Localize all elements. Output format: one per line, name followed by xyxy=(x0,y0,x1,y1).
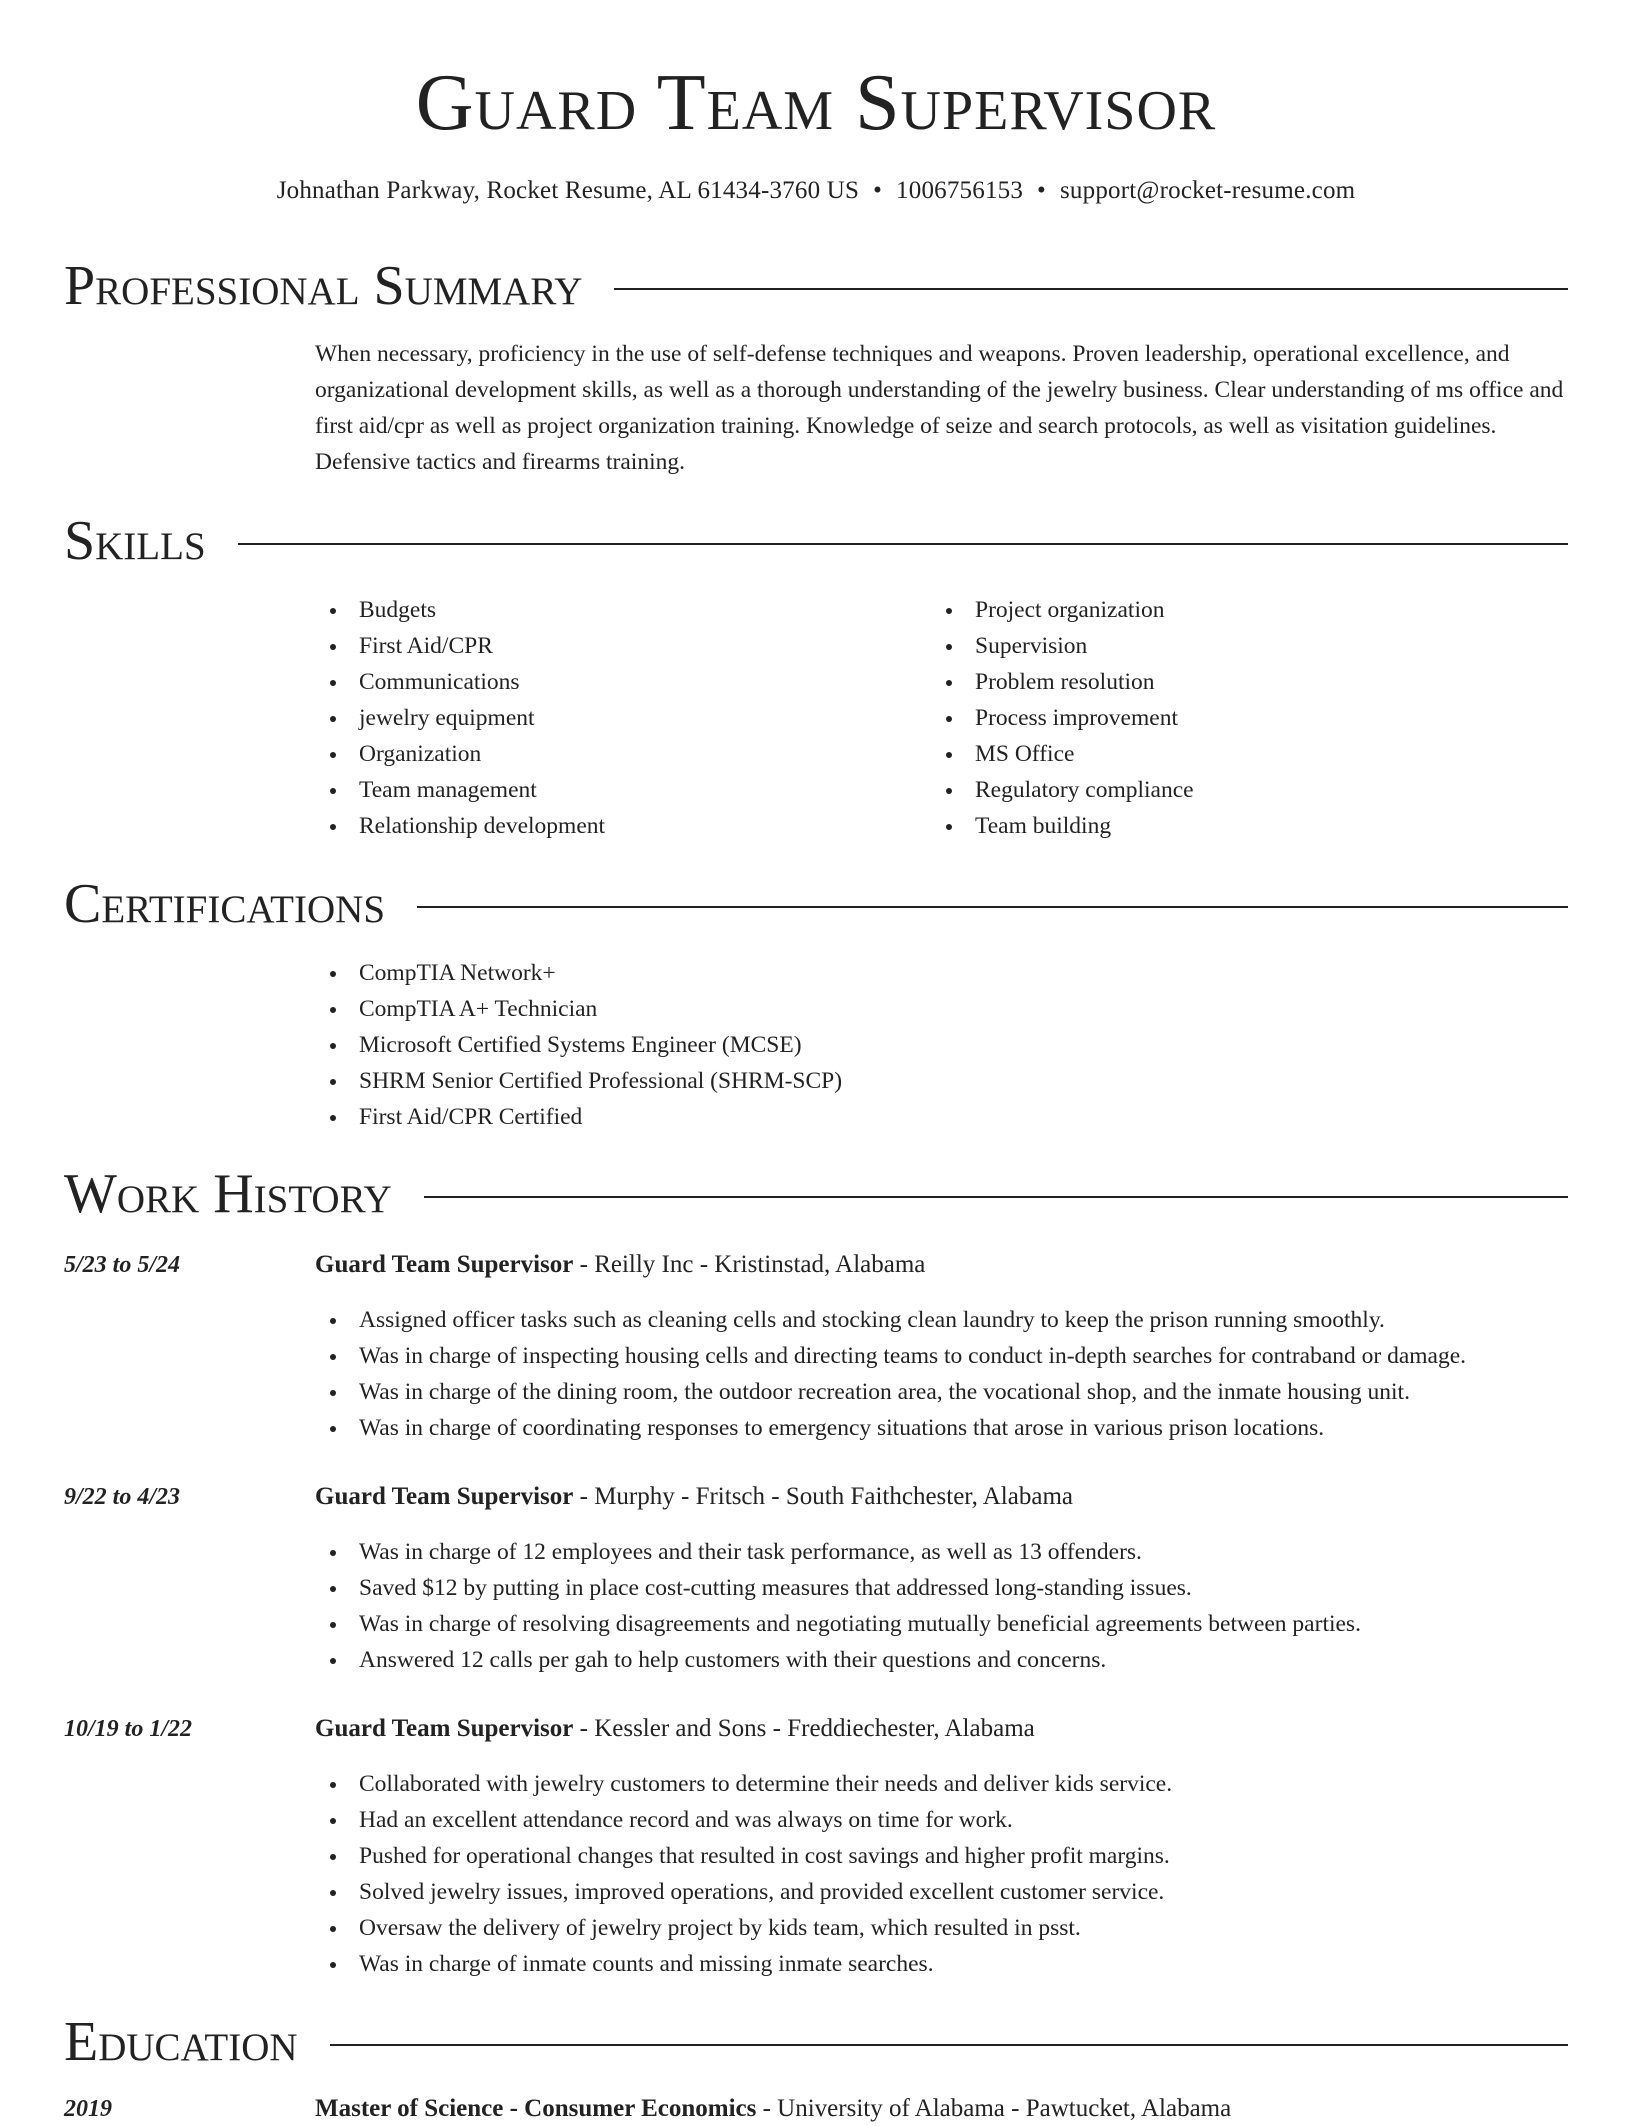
job-duty-item: Solved jewelry issues, improved operations, and provided excellent customer service. xyxy=(315,1874,1568,1910)
job-duty-item: Answered 12 calls per gah to help customers with their questions and concerns. xyxy=(315,1642,1568,1678)
education-date: 2019 xyxy=(64,2096,112,2122)
section-divider xyxy=(330,2044,1568,2046)
job-duty-item: Collaborated with jewelry customers to determine their needs and deliver kids service. xyxy=(315,1766,1568,1802)
section-heading-summary xyxy=(64,254,1568,318)
certification-item: CompTIA Network+ xyxy=(315,955,1515,991)
job-heading xyxy=(315,1248,1568,1282)
job-dates: 5/23 to 5/24 xyxy=(64,1252,181,1278)
skill-item: MS Office xyxy=(931,736,1531,772)
skill-item: Communications xyxy=(315,664,915,700)
section-title: Education xyxy=(64,2011,298,2073)
job-duty-item: Was in charge of inmate counts and missing inmate searches. xyxy=(315,1946,1568,1982)
section-heading-education xyxy=(64,2010,1568,2074)
job-employer-location: - Reilly Inc - Kristinstad, Alabama xyxy=(573,1251,926,1278)
skill-item: Problem resolution xyxy=(931,664,1531,700)
contact-separator: • xyxy=(1037,177,1046,204)
job-duty-item: Pushed for operational changes that resulted in cost savings and higher profit margins. xyxy=(315,1838,1568,1874)
job-duties-list xyxy=(315,1302,1568,1446)
skills-list-left xyxy=(315,592,915,844)
job-duty-item: Was in charge of 12 employees and their task performance, as well as 13 offenders. xyxy=(315,1534,1568,1570)
certification-item: CompTIA A+ Technician xyxy=(315,991,1515,1027)
job-duty-item: Was in charge of resolving disagreements and negotiating mutually beneficial agreements between parties. xyxy=(315,1606,1568,1642)
job-title: Guard Team Supervisor xyxy=(315,1715,574,1742)
education-heading xyxy=(315,2092,1231,2126)
section-title: Certifications xyxy=(64,873,386,935)
job-duty-item: Saved $12 by putting in place cost-cutting measures that addressed long-standing issues. xyxy=(315,1570,1568,1606)
section-divider xyxy=(424,1196,1568,1198)
skill-item: Supervision xyxy=(931,628,1531,664)
skill-item: Process improvement xyxy=(931,700,1531,736)
skill-item: Project organization xyxy=(931,592,1531,628)
job-duty-item: Assigned officer tasks such as cleaning cells and stocking clean laundry to keep the prison running smoothly. xyxy=(315,1302,1568,1338)
contact-email[interactable]: support@rocket-resume.com xyxy=(1060,177,1356,204)
job-duty-item: Was in charge of inspecting housing cells and directing teams to conduct in-depth searches for contraband or damage. xyxy=(315,1338,1568,1374)
contact-line xyxy=(0,174,1632,208)
section-divider xyxy=(614,288,1568,290)
skill-item: Team building xyxy=(931,808,1531,844)
resume-title: Guard Team Supervisor xyxy=(415,59,1217,147)
section-heading-skills xyxy=(64,509,1568,573)
education-degree: Master of Science - Consumer Economics xyxy=(315,2095,757,2122)
certification-item: First Aid/CPR Certified xyxy=(315,1099,1515,1135)
job-duty-item: Was in charge of the dining room, the outdoor recreation area, the vocational shop, and the inmate housing unit. xyxy=(315,1374,1568,1410)
job-title: Guard Team Supervisor xyxy=(315,1251,574,1278)
skill-item: Team management xyxy=(315,772,915,808)
job-duties-list xyxy=(315,1766,1568,1982)
skill-item: Budgets xyxy=(315,592,915,628)
job-heading xyxy=(315,1712,1568,1746)
skill-item: Organization xyxy=(315,736,915,772)
education-school-location: - University of Alabama - Pawtucket, Alabama xyxy=(756,2095,1232,2122)
section-heading-certifications xyxy=(64,872,1568,936)
section-title: Professional Summary xyxy=(64,255,583,317)
section-heading-work-history xyxy=(64,1162,1568,1226)
job-heading xyxy=(315,1480,1568,1514)
job-duty-item: Oversaw the delivery of jewelry project by kids team, which resulted in psst. xyxy=(315,1910,1568,1946)
job-title: Guard Team Supervisor xyxy=(315,1483,574,1510)
job-employer-location: - Kessler and Sons - Freddiechester, Alabama xyxy=(573,1715,1035,1742)
job-duty-item: Was in charge of coordinating responses to emergency situations that arose in various prison locations. xyxy=(315,1410,1568,1446)
job-employer-location: - Murphy - Fritsch - South Faithchester, Alabama xyxy=(573,1483,1073,1510)
certifications-list xyxy=(315,955,1515,1135)
job-duty-item: Had an excellent attendance record and was always on time for work. xyxy=(315,1802,1568,1838)
job-dates: 10/19 to 1/22 xyxy=(64,1716,193,1742)
skill-item: jewelry equipment xyxy=(315,700,915,736)
section-title: Skills xyxy=(64,510,206,572)
skill-item: First Aid/CPR xyxy=(315,628,915,664)
section-divider xyxy=(417,906,1568,908)
summary-text: When necessary, proficiency in the use of self-defense techniques and weapons. Proven leadership, operational excellence, and organizational development skills, as well as a thorough understanding of the jewelry business. Clear understanding of ms office and first aid/cpr as well as project organization training. Knowledge of seize and search protocols, as well as visitation guidelines. Defensive tactics and firearms training. xyxy=(315,341,1564,475)
section-title: Work History xyxy=(64,1163,392,1225)
contact-phone: 1006756153 xyxy=(896,177,1024,204)
certification-item: Microsoft Certified Systems Engineer (MCSE) xyxy=(315,1027,1515,1063)
certification-item: SHRM Senior Certified Professional (SHRM-SCP) xyxy=(315,1063,1515,1099)
contact-separator: • xyxy=(873,177,883,204)
job-duties-list xyxy=(315,1534,1568,1678)
skill-item: Relationship development xyxy=(315,808,915,844)
job-dates: 9/22 to 4/23 xyxy=(64,1484,181,1510)
section-divider xyxy=(238,543,1568,545)
skills-list-right xyxy=(931,592,1531,844)
contact-address: Johnathan Parkway, Rocket Resume, AL 61434-3760 US xyxy=(276,177,860,204)
skill-item: Regulatory compliance xyxy=(931,772,1531,808)
